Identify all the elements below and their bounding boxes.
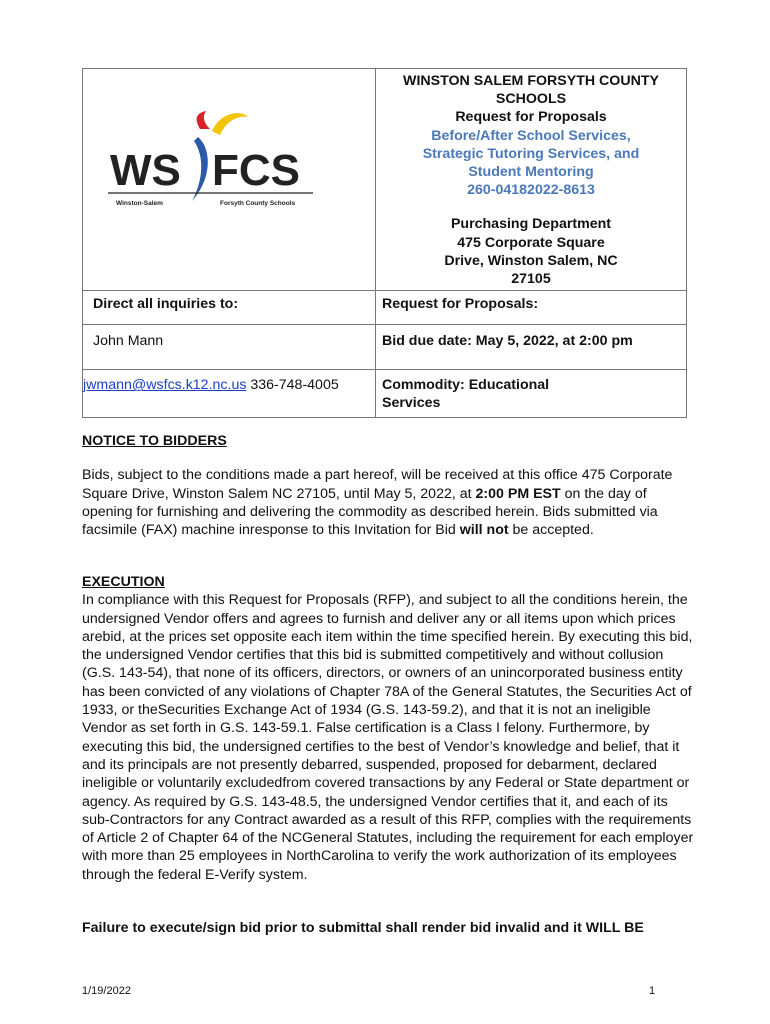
logo-red-swoosh [197,111,210,129]
dept-line-3: Drive, Winston Salem, NC [444,252,618,269]
services-line-3: Student Mentoring [468,164,594,181]
rfp-label: Request for Proposals [455,109,607,126]
logo-caption-right: Forsyth County Schools [220,200,296,207]
title-cell [376,69,687,291]
commodity-line-2: Services [382,395,441,412]
footer-page-number: 1 [649,985,656,997]
notice-heading: NOTICE TO BIDDERS [82,433,227,449]
logo-blue-swoosh [192,137,208,201]
services-line-2: Strategic Tutoring Services, and [422,145,640,162]
direct-inquiries-label: Direct all inquiries to: [83,291,376,325]
notice-bold-time: 2:00 PM EST [475,485,561,502]
dept-line-2: 475 Corporate Square [457,234,605,251]
notice-paragraph [82,466,694,539]
rfp-number: 260-04182022-8613 [467,182,595,199]
notice-text-3: be accepted. [508,522,594,539]
logo-yellow-swoosh [212,113,248,135]
contact-info [83,370,376,418]
notice-text-2: on the day of opening for furnishing and delivering the commodity as described herein. Bids submitted via facsimile (FAX) machine inresponse to this Invitation for Bid [82,485,658,539]
execution-section [82,573,694,884]
rfp-colon-label: Request for Proposals: [376,291,687,325]
dept-line-4: 27105 [511,271,551,288]
dept-line-1: Purchasing Department [450,216,612,233]
footer-date: 1/19/2022 [82,985,131,997]
failure-notice: Failure to execute/sign bid prior to submittal shall render bid invalid and it WILL BE [82,920,644,936]
contact-name: John Mann [83,325,376,370]
commodity-line-1: Commodity: Educational [382,377,550,394]
contact-email-link[interactable]: jwmann@wsfcs.k12.nc.us [83,377,247,394]
notice-text-1: Bids, subject to the conditions made a part hereof, will be received at this office 475 Corporate Square Drive, Winston Salem NC 27105, until May 5, 2022, at [82,467,673,502]
bid-due-date: Bid due date: May 5, 2022, at 2:00 pm [376,325,687,370]
commodity [376,370,687,418]
org-line-2: SCHOOLS [495,91,567,108]
services-line-1: Before/After School Services, [431,127,631,144]
notice-bold-will-not: will not [459,522,509,539]
logo-cell [83,69,376,291]
notice-section [82,432,694,539]
logo-ws-letters: WS [110,146,181,195]
wsfcs-logo [108,109,313,209]
wsfcs-logo-graphic [108,109,313,209]
execution-paragraph: In compliance with this Request for Proposals (RFP), and subject to all the conditions herein, the undersigned Vendor offers and agrees to furnish and deliver any or all items upon which prices arebid, at the prices set opposite each item within the time specified herein. By executing this bid, the undersigned Vendor certifies that this bid is submitted competitively and without collusion (G.S. 143-54), that none of its officers, directors, or owners of an unincorporated business entity has been convicted of any violations of Chapter 78A of the General Statutes, the Securities Act of 1933, or theSecurities Exchange Act of 1934 (G.S. 143-59.2), and that it is not an ineligible Vendor as set forth in G.S. 143-59.1. False certification is a Class I felony. Furthermore, by executing this bid, the undersigned certifies to the best of Vendor’s knowledge and belief, that it and its principals are not presently debarred, suspended, proposed for debarment, declared ineligible or voluntarily excludedfrom covered transactions by any Federal or State department or agency. As required by G.S. 143-48.5, the undersigned Vendor certifies that it, and each of its sub-Contractors for any Contract awarded as a result of this RFP, complies with the requirements of Article 2 of Chapter 64 of the NCGeneral Statutes, including the requirement for each employer with more than 25 employees in NorthCarolina to verify the work authorization of its employees through the federal E-Verify system. [82,592,694,883]
org-line-1: WINSTON SALEM FORSYTH COUNTY [403,73,659,89]
contact-phone: 336-748-4005 [246,377,339,394]
header-table [82,68,687,418]
logo-fcs-letters: FCS [212,146,300,195]
logo-caption-left: Winston-Salem [116,200,163,207]
execution-heading: EXECUTION [82,574,165,590]
